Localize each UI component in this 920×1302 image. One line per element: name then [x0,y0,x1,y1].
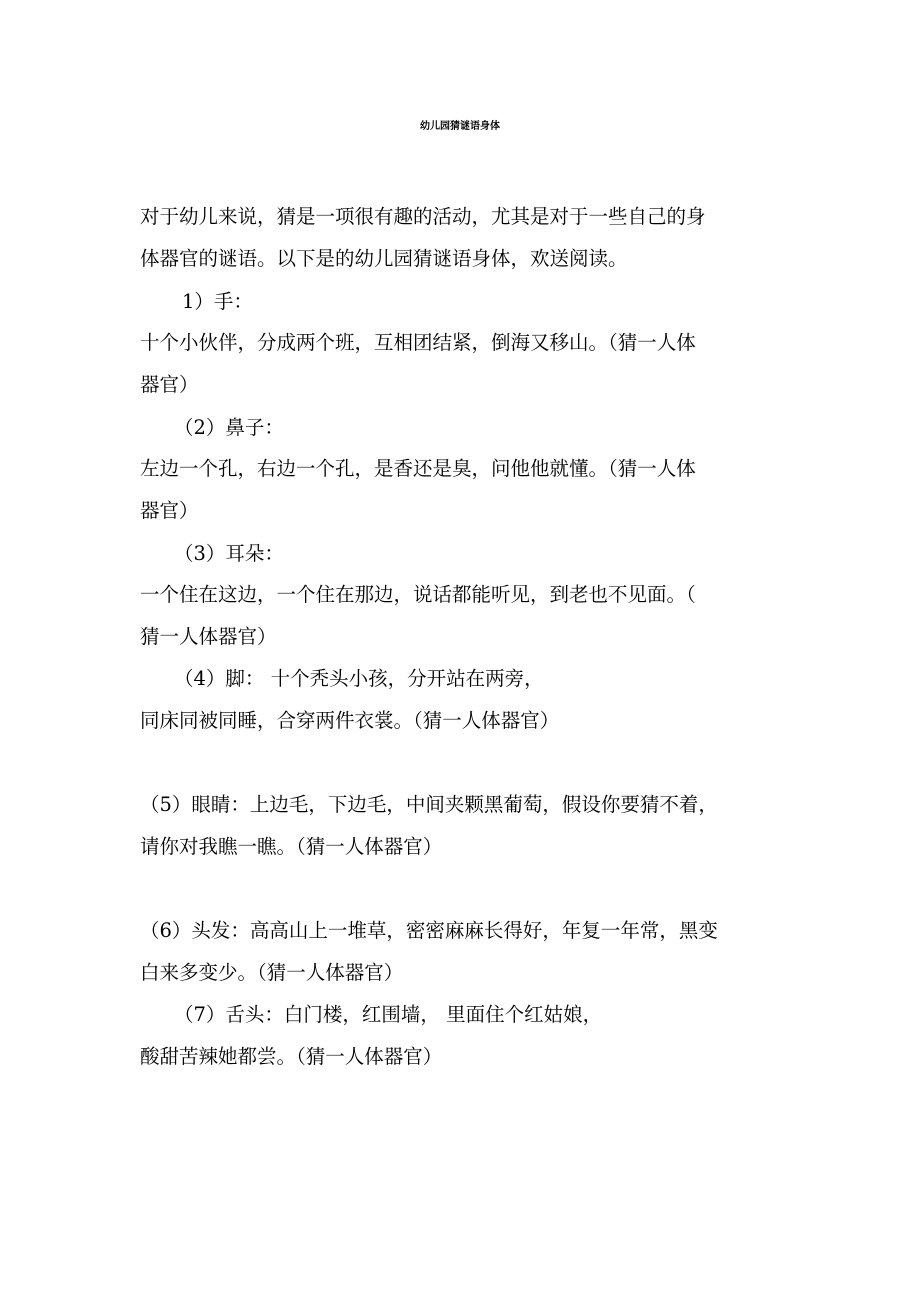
riddle-2-text-line-2: 器官） [140,499,199,522]
riddle-3-heading: （3）耳朵： [174,542,284,565]
riddle-6-text-line-1: （6）头发：高高山上一堆草，密密麻麻长得好，年复一年常，黑变 [140,919,718,942]
riddle-4-heading: （4）脚： 十个秃头小孩，分开站在两旁， [174,667,544,690]
riddle-1-text-line-2: 器官） [140,373,199,396]
riddle-7-text-line: 酸甜苦辣她都尝。（猜一人体器官） [140,1045,443,1068]
riddle-3-text-line-2: 猜一人体器官） [140,625,277,648]
riddle-5-text-line-2: 请你对我瞧一瞧。（猜一人体器官） [140,835,443,858]
riddle-4-text-line: 同床同被同睡，合穿两件衣裳。（猜一人体器官） [140,709,560,732]
riddle-1-heading: 1）手： [182,290,253,313]
intro-line-2: 体器官的谜语。以下是的幼儿园猜谜语身体，欢送阅读。 [140,247,628,270]
riddle-5-text-line-1: （5）眼睛：上边毛，下边毛，中间夹颗黑葡萄，假设你要猜不着， [140,793,718,816]
riddle-1-text-line-1: 十个小伙伴，分成两个班，互相团结紧，倒海又移山。（猜一人体 [140,331,696,354]
riddle-2-heading: （2）鼻子： [174,416,284,439]
riddle-7-heading: （7）舌头：白门楼，红围墙， 里面住个红姑娘， [174,1003,603,1026]
page-title: 幼儿园猜谜语身体 [420,121,500,132]
intro-line-1: 对于幼儿来说，猜是一项很有趣的活动，尤其是对于一些自己的身 [140,205,706,228]
riddle-2-text-line-1: 左边一个孔，右边一个孔，是香还是臭，问他他就懂。（猜一人体 [140,457,696,480]
riddle-6-text-line-2: 白来多变少。（猜一人体器官） [140,961,404,984]
riddle-3-text-line-1: 一个住在这边，一个住在那边，说话都能听见，到老也不见面。（ [140,583,696,606]
